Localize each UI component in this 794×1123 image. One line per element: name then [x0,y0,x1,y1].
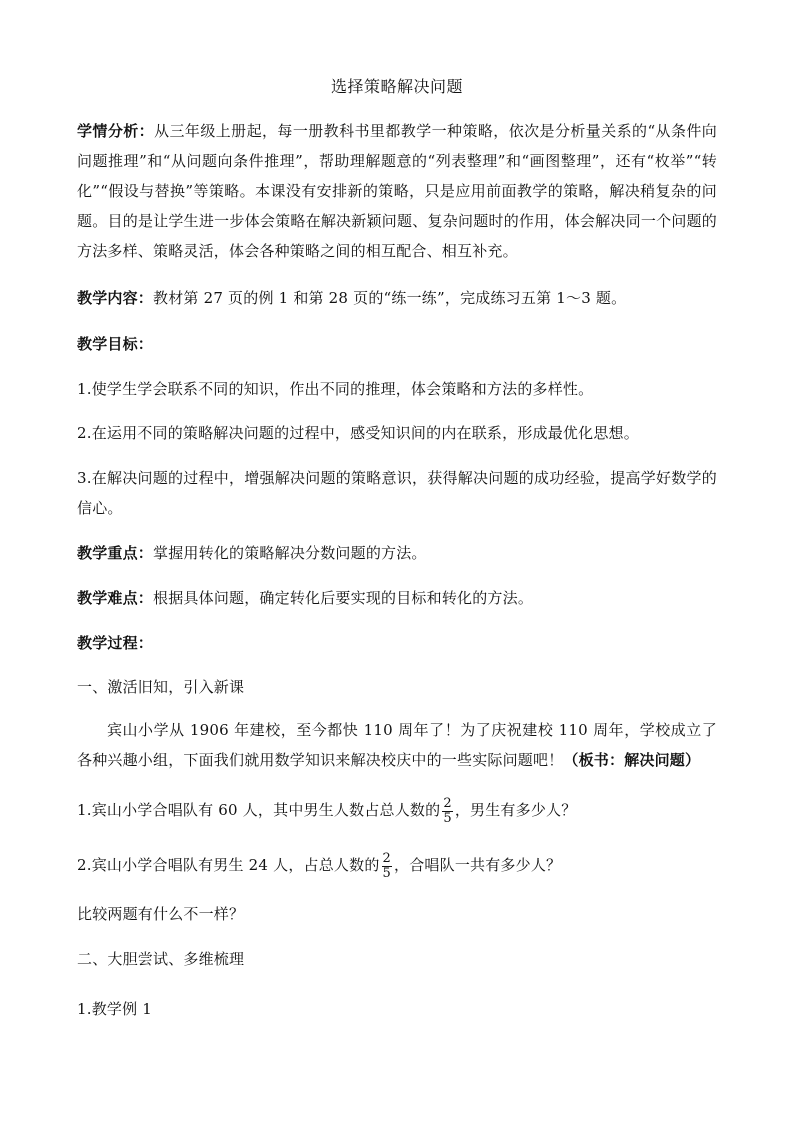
question-two-tail: ，合唱队一共有多少人？ [394,856,562,874]
difficulty-text: 根据具体问题，确定转化后要实现的目标和转化的方法。 [153,589,534,607]
example-heading: 1.教学例 1 [77,1000,153,1018]
goal-item: 2.在运用不同的策略解决问题的过程中，感受知识间的内在联系，形成最优化思想。 [77,424,639,442]
page-title: 选择策略解决问题 [330,77,463,96]
fraction-denominator: 5 [443,810,452,826]
intro-paragraph [77,715,717,775]
question-one [77,795,717,826]
fraction-numerator: 2 [443,795,452,811]
goal-item: 1.使学生学会联系不同的知识，作出不同的推理，体会策略和方法的多样性。 [77,380,594,398]
key-point-label: 教学重点： [77,544,154,562]
process-label: 教学过程： [77,634,154,652]
goals-label: 教学目标： [77,335,154,353]
analysis-label: 学情分析： [77,122,155,140]
intro-text: 宾山小学从 1906 年建校，至今都快 110 周年了！为了庆祝建校 110 周年，学校成立了各种兴趣小组，下面我们就用数学知识来解决校庆中的一些实际问题吧！ [77,721,717,769]
question-two-text: 2.宾山小学合唱队有男生 24 人，占总人数的 [77,856,380,874]
question-one-text: 1.宾山小学合唱队有 60 人，其中男生人数占总人数的 [77,801,441,819]
compare-question: 比较两题有什么不一样？ [77,905,245,923]
fraction-two-fifths [442,797,452,826]
fraction-denominator: 5 [382,865,392,881]
question-one-tail: ，男生有多少人？ [454,801,577,819]
content-text: 教材第 27 页的例 1 和第 28 页的“练一练”，完成练习五第 1～3 题。 [153,289,627,307]
analysis-text: 从三年级上册起，每一册教科书里都教学一种策略，依次是分析量关系的“从条件向问题推理”和“从问题向条件推理”，帮助理解题意的“列表整理”和“画图整理”，还有“枚举”“转化”“假设与替换”等策略。本课没有安排新的策略，只是应用前面教学的策略，解决稍复杂的问题。目的是让学生进一步体会策略在解决新颖问题、复杂问题时的作用，体会解决同一个问题的方法多样、策略灵活，体会各种策略之间的相互配合、相互补充。 [77,122,717,260]
content-paragraph [77,283,717,313]
difficulty-paragraph [77,583,717,613]
process-heading [77,628,717,658]
question-two [77,850,717,881]
goals-heading [77,329,717,359]
section-one-heading: 一、激活旧知，引入新课 [77,678,245,696]
section-two-heading: 二、大胆尝试、多维梳理 [77,950,245,968]
goal-item: 3.在解决问题的过程中，增强解决问题的策略意识，获得解决问题的成功经验，提高学好数学的信心。 [77,469,717,517]
fraction-two-fifths [382,852,392,881]
key-point-text: 掌握用转化的策略解决分数问题的方法。 [153,544,427,562]
key-point-paragraph [77,538,717,568]
analysis-paragraph [77,116,717,266]
fraction-numerator: 2 [382,850,392,866]
board-note: （板书：解决问题） [563,751,701,769]
content-label: 教学内容： [77,289,154,307]
difficulty-label: 教学难点： [77,589,154,607]
